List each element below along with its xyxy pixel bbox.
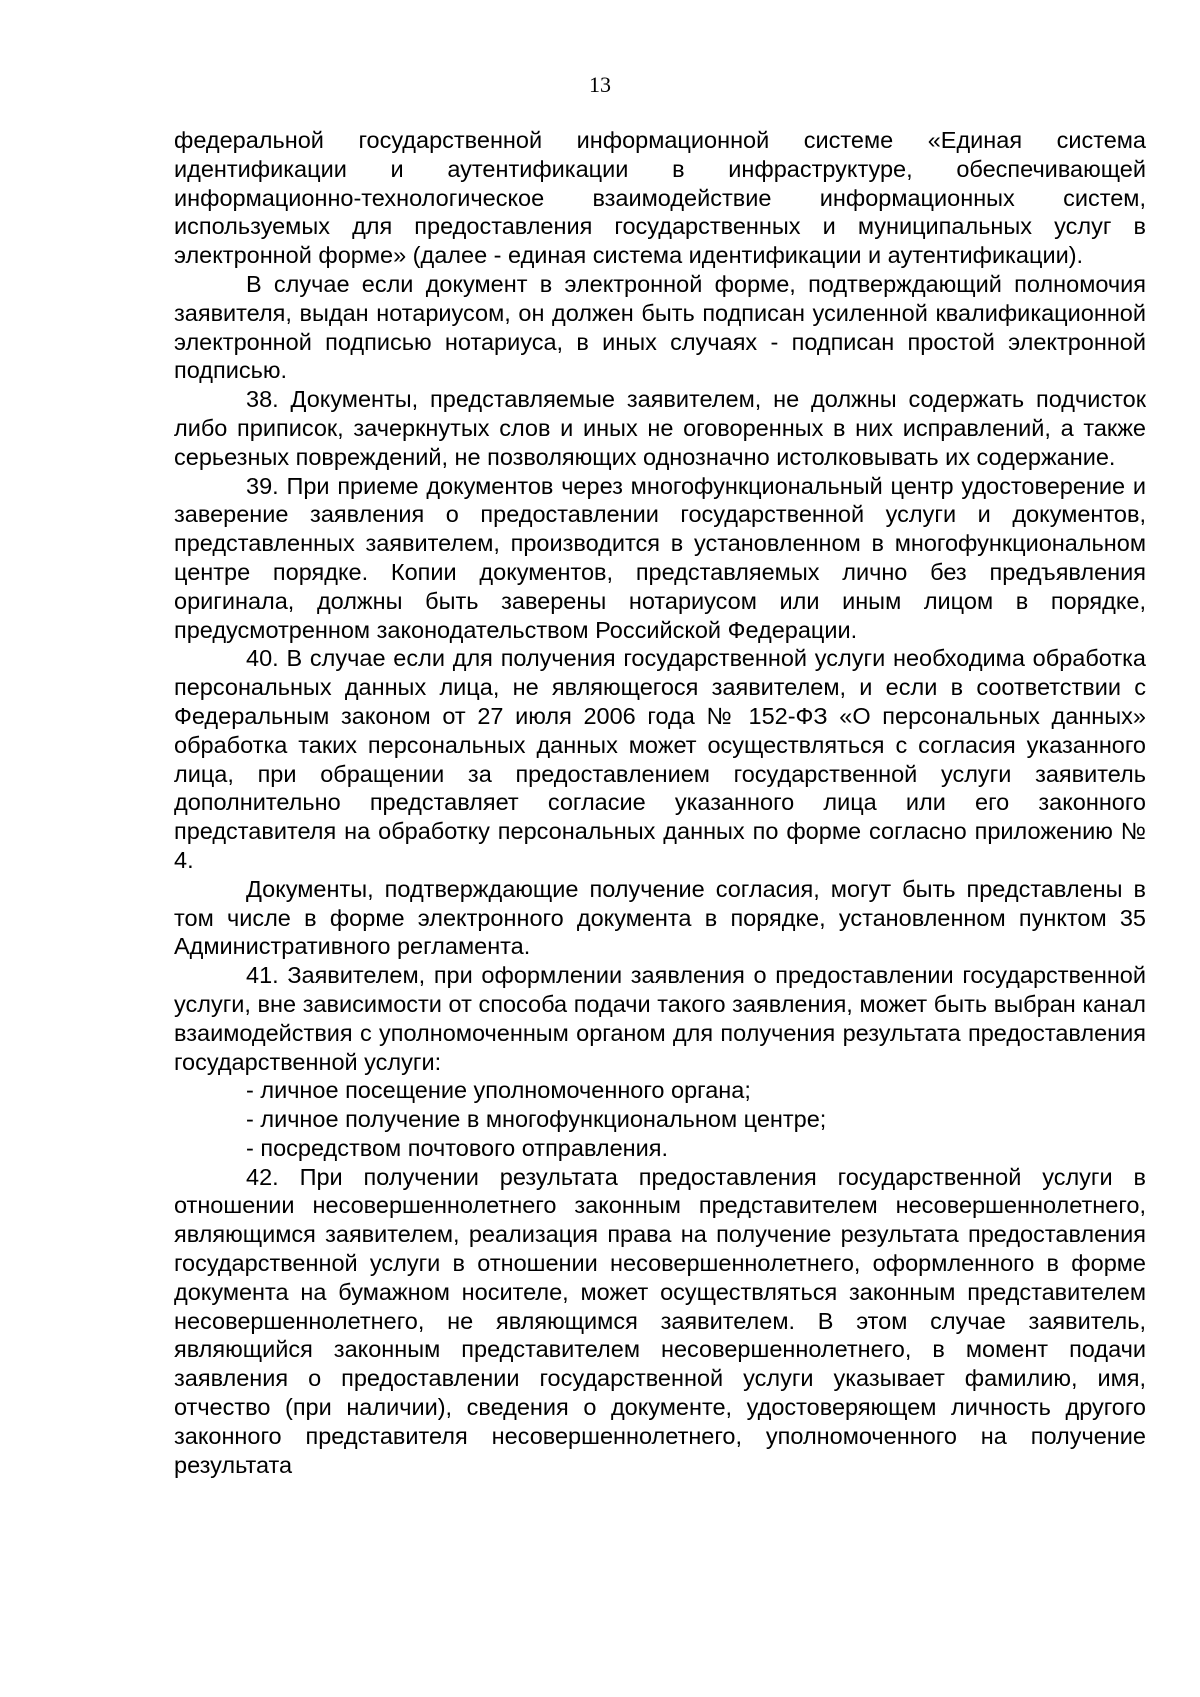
paragraph-consent-documents: Документы, подтверждающие получение согласия, могут быть представлены в том числе в форме электронного документа в порядке, установленном пунктом 35 Административного регламента. [174, 875, 1146, 960]
paragraph-38: 38. Документы, представляемые заявителем, не должны содержать подчисток либо приписок, зачеркнутых слов и иных не оговоренных в них исправлений, а также серьезных повреждений, не позволяющих однозначно истолковывать их содержание. [174, 386, 1146, 470]
list-item-mfc-receipt: - личное получение в многофункциональном центре; [246, 1106, 827, 1133]
paragraph-40: 40. В случае если для получения государственной услуги необходима обработка персональных данных лица, не являющегося заявителем, и если в соответствии с Федеральным законом от 27 июля 2006 года № 152-ФЗ «О персональных данных» обработка таких персональных данных может осуществляться с согласия указанного лица, при обращении за предоставлением государственной услуги заявитель дополнительно представляет согласие указанного лица или его законного представителя на обработку персональных данных по форме согласно приложению № 4. [174, 645, 1146, 873]
document-body [174, 126, 1146, 1479]
list-item-postal: - посредством почтового отправления. [246, 1134, 669, 1161]
paragraph-41: 41. Заявителем, при оформлении заявления о предоставлении государственной услуги, вне зависимости от способа подачи такого заявления, может быть выбран канал взаимодействия с уполномоченным органом для получения результата предоставления государственной услуги: [174, 962, 1146, 1075]
paragraph-39: 39. При приеме документов через многофункциональный центр удостоверение и заверение заявления о предоставлении государственной услуги и документов, представленных заявителем, производится в установленном в многофункциональном центре порядке. Копии документов, представляемых лично без предъявления оригинала, должны быть заверены нотариусом или иным лицом в порядке, предусмотренном законодательством Российской Федерации. [174, 472, 1146, 643]
paragraph-42: 42. При получении результата предоставления государственной услуги в отношении несовершеннолетнего законным представителем несовершеннолетнего, являющимся заявителем, реализация права на получение результата предоставления государственной услуги в отношении несовершеннолетнего, оформленного в форме документа на бумажном носителе, может осуществляться законным представителем несовершеннолетнего, не являющимся заявителем. В этом случае заявитель, являющийся законным представителем несовершеннолетнего, в момент подачи заявления о предоставлении государственной услуги указывает фамилию, имя, отчество (при наличии), сведения о документе, удостоверяющем личность другого законного представителя несовершеннолетнего, уполномоченного на получение результата [174, 1163, 1146, 1478]
list-item-personal-visit: - личное посещение уполномоченного органа; [246, 1077, 751, 1104]
paragraph-notary-signature: В случае если документ в электронной форме, подтверждающий полномочия заявителя, выдан нотариусом, он должен быть подписан усиленной квалификационной электронной подписью нотариуса, в иных случаях - подписан простой электронной подписью. [174, 270, 1146, 384]
paragraph-continuation: федеральной государственной информационной системе «Единая система идентификации и аутентификации в инфраструктуре, обеспечивающей информационно-технологическое взаимодействие информационных систем, используемых для предоставления государственных и муниципальных услуг в электронной форме» (далее - единая система идентификации и аутентификации). [174, 127, 1146, 269]
page-number: 13 [589, 72, 611, 97]
